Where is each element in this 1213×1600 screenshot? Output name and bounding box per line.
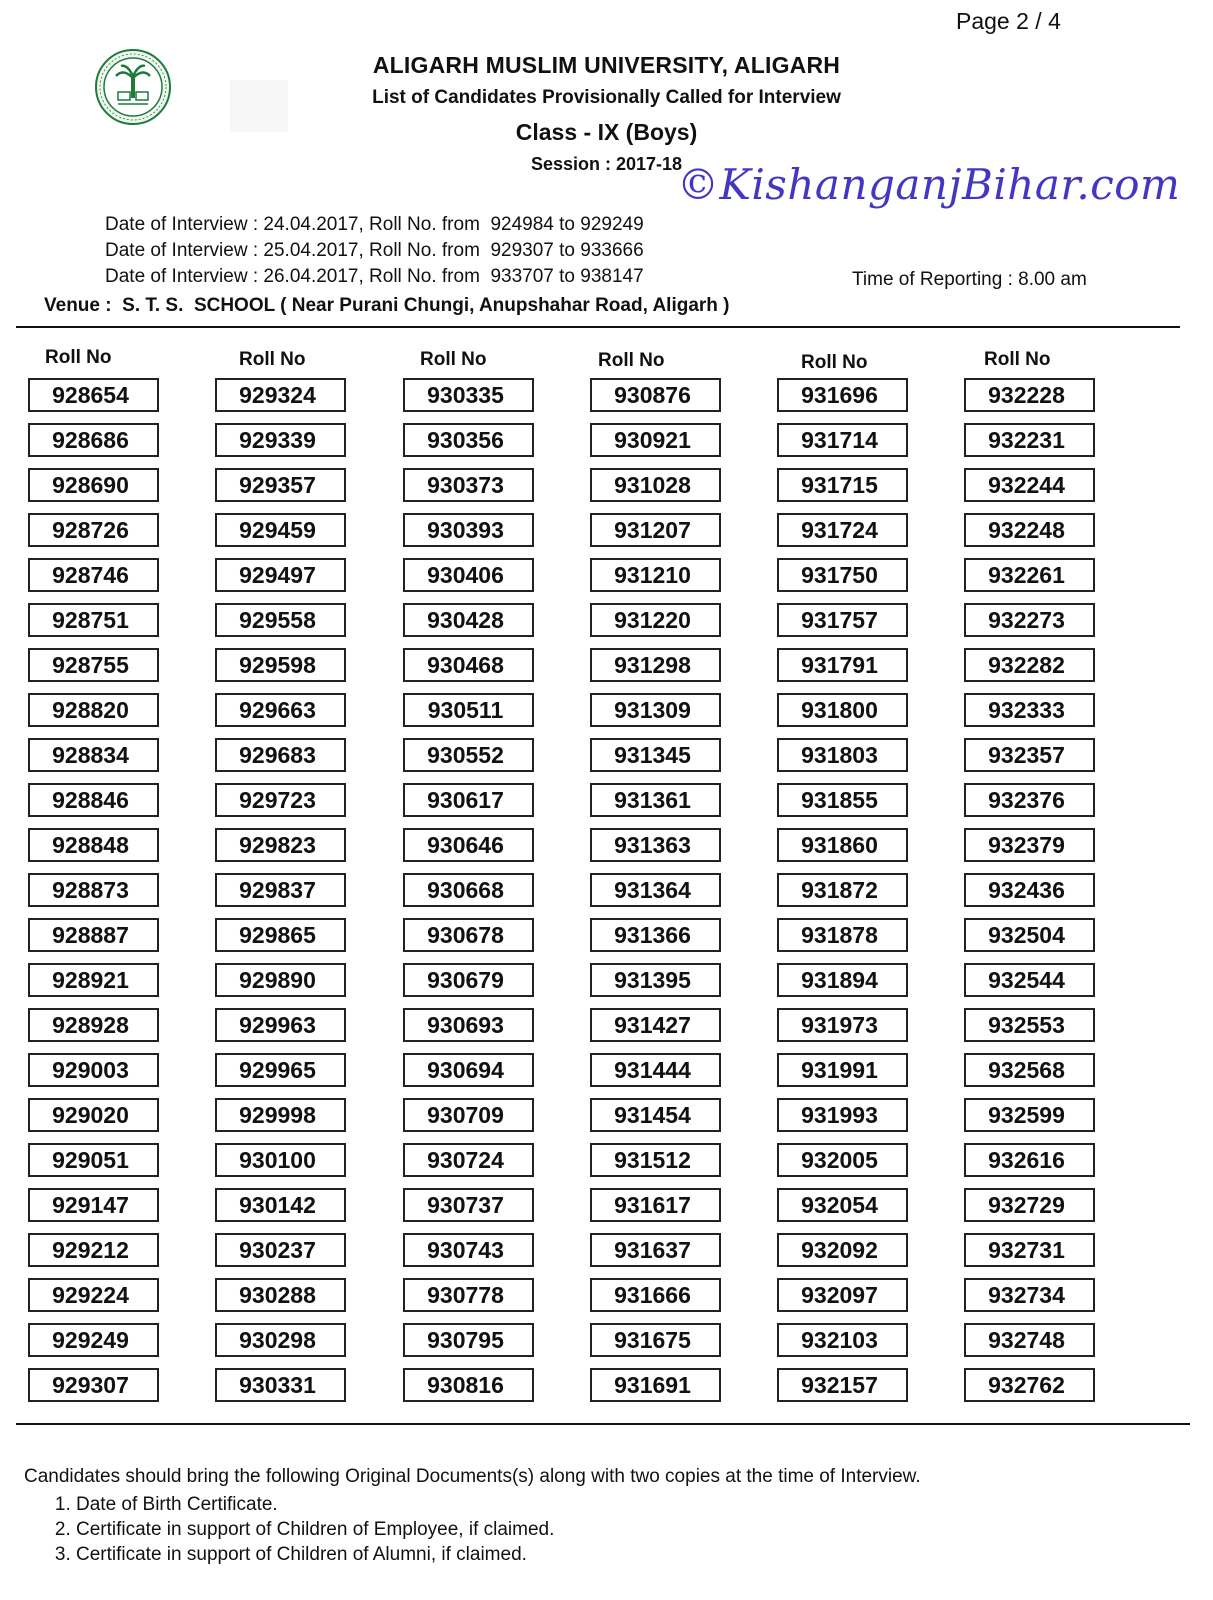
roll-number-cell: 932261: [964, 558, 1095, 592]
roll-number-cell: 929497: [215, 558, 346, 592]
roll-number-cell: 931028: [590, 468, 721, 502]
roll-number-cell: 929003: [28, 1053, 159, 1087]
roll-number-cell: 928846: [28, 783, 159, 817]
roll-number-cell: 929020: [28, 1098, 159, 1132]
roll-number-cell: 929890: [215, 963, 346, 997]
roll-number-cell: 931220: [590, 603, 721, 637]
roll-number-cell: 929865: [215, 918, 346, 952]
roll-number-cell: 931800: [777, 693, 908, 727]
roll-number-cell: 931791: [777, 648, 908, 682]
roll-column: [964, 346, 1095, 1413]
roll-number-cell: 929723: [215, 783, 346, 817]
roll-no-header: Roll No: [45, 347, 112, 368]
roll-number-cell: 932228: [964, 378, 1095, 412]
roll-number-cell: 928928: [28, 1008, 159, 1042]
roll-number-cell: 928686: [28, 423, 159, 457]
roll-number-cell: 930468: [403, 648, 534, 682]
interview-date-line: Date of Interview : 26.04.2017, Roll No. from 933707 to 938147: [105, 266, 644, 287]
roll-number-cell: 929249: [28, 1323, 159, 1357]
roll-number-cell: 929324: [215, 378, 346, 412]
document-item: 1. Date of Birth Certificate.: [76, 1492, 921, 1517]
venue-text: S. T. S. SCHOOL ( Near Purani Chungi, Anupshahar Road, Aligarh ): [122, 295, 730, 316]
roll-number-cell: 930709: [403, 1098, 534, 1132]
roll-number-cell: 930356: [403, 423, 534, 457]
document-list: [24, 1492, 921, 1567]
roll-number-cell: 932544: [964, 963, 1095, 997]
roll-number-cell: 929051: [28, 1143, 159, 1177]
roll-number-cell: 930693: [403, 1008, 534, 1042]
session-label: Session : 2017-18: [530, 154, 683, 174]
roll-number-cell: 931878: [777, 918, 908, 952]
venue-line: [44, 295, 730, 317]
roll-number-cell: 928746: [28, 558, 159, 592]
roll-number-cell: 931512: [590, 1143, 721, 1177]
roll-number-cell: 932333: [964, 693, 1095, 727]
roll-number-cell: 928755: [28, 648, 159, 682]
roll-number-cell: 932244: [964, 468, 1095, 502]
roll-number-cell: 928726: [28, 513, 159, 547]
roll-number-cell: 930795: [403, 1323, 534, 1357]
roll-number-cell: 931298: [590, 648, 721, 682]
roll-number-cell: 932248: [964, 513, 1095, 547]
roll-number-cell: 928921: [28, 963, 159, 997]
roll-number-cell: 929965: [215, 1053, 346, 1087]
roll-number-cell: 931894: [777, 963, 908, 997]
roll-number-cell: 931210: [590, 558, 721, 592]
roll-number-cell: 929598: [215, 648, 346, 682]
roll-number-cell: 932616: [964, 1143, 1095, 1177]
roll-no-header: Roll No: [239, 349, 306, 370]
roll-number-cell: 932103: [777, 1323, 908, 1357]
venue-label: Venue :: [44, 295, 112, 316]
roll-number-cell: 930678: [403, 918, 534, 952]
roll-number-cell: 932504: [964, 918, 1095, 952]
roll-number-cell: 930668: [403, 873, 534, 907]
roll-number-cell: 931991: [777, 1053, 908, 1087]
roll-number-cell: 932376: [964, 783, 1095, 817]
roll-number-cell: 932157: [777, 1368, 908, 1402]
document-item: 2. Certificate in support of Children of Employee, if claimed.: [76, 1517, 921, 1542]
roll-number-cell: 929307: [28, 1368, 159, 1402]
document-item: 3. Certificate in support of Children of Alumni, if claimed.: [76, 1542, 921, 1567]
roll-no-header: Roll No: [598, 350, 665, 371]
roll-number-cell: 931714: [777, 423, 908, 457]
roll-number-cell: 929224: [28, 1278, 159, 1312]
roll-number-cell: 930393: [403, 513, 534, 547]
roll-number-cell: 930617: [403, 783, 534, 817]
roll-number-cell: 929837: [215, 873, 346, 907]
roll-number-cell: 928751: [28, 603, 159, 637]
roll-number-cell: 930743: [403, 1233, 534, 1267]
roll-number-cell: 932231: [964, 423, 1095, 457]
instruction-text: Candidates should bring the following Original Documents(s) along with two copies at the time of Interview.: [24, 1466, 921, 1487]
roll-number-cell: 929339: [215, 423, 346, 457]
roll-number-cell: 930694: [403, 1053, 534, 1087]
roll-number-cell: 929212: [28, 1233, 159, 1267]
roll-number-cell: 931444: [590, 1053, 721, 1087]
roll-number-cell: 930737: [403, 1188, 534, 1222]
roll-number-cell: 930778: [403, 1278, 534, 1312]
class-title: Class - IX (Boys): [515, 119, 698, 145]
roll-number-cell: 930511: [403, 693, 534, 727]
roll-column: [403, 346, 534, 1413]
roll-number-cell: 930298: [215, 1323, 346, 1357]
document-instructions: [24, 1466, 921, 1567]
roll-number-cell: 932282: [964, 648, 1095, 682]
roll-number-cell: 928690: [28, 468, 159, 502]
roll-number-cell: 931993: [777, 1098, 908, 1132]
reporting-time: Time of Reporting : 8.00 am: [852, 269, 1087, 290]
roll-number-cell: 931395: [590, 963, 721, 997]
roll-number-cell: 932357: [964, 738, 1095, 772]
watermark-text: ©KishanganjBihar.com: [677, 160, 1181, 209]
roll-number-cell: 931750: [777, 558, 908, 592]
roll-number-cell: 928873: [28, 873, 159, 907]
roll-number-cell: 930331: [215, 1368, 346, 1402]
roll-number-cell: 930816: [403, 1368, 534, 1402]
roll-number-cell: 929998: [215, 1098, 346, 1132]
roll-number-cell: 930921: [590, 423, 721, 457]
roll-no-header: Roll No: [420, 349, 487, 370]
roll-number-cell: 932734: [964, 1278, 1095, 1312]
roll-number-cell: 932092: [777, 1233, 908, 1267]
roll-number-cell: 931309: [590, 693, 721, 727]
roll-number-cell: 929357: [215, 468, 346, 502]
roll-number-cell: 931675: [590, 1323, 721, 1357]
roll-number-cell: 929963: [215, 1008, 346, 1042]
roll-number-cell: 930373: [403, 468, 534, 502]
interview-date-line: Date of Interview : 25.04.2017, Roll No. from 929307 to 933666: [105, 240, 644, 261]
roll-number-cell: 931207: [590, 513, 721, 547]
roll-number-cell: 930406: [403, 558, 534, 592]
roll-number-cell: 929823: [215, 828, 346, 862]
roll-number-cell: 929683: [215, 738, 346, 772]
roll-number-cell: 928820: [28, 693, 159, 727]
roll-number-cell: 931872: [777, 873, 908, 907]
roll-number-cell: 930237: [215, 1233, 346, 1267]
roll-number-cell: 929147: [28, 1188, 159, 1222]
roll-number-cell: 929558: [215, 603, 346, 637]
roll-number-cell: 931345: [590, 738, 721, 772]
interview-date-line: Date of Interview : 24.04.2017, Roll No. from 924984 to 929249: [105, 214, 644, 235]
roll-number-cell: 931696: [777, 378, 908, 412]
roll-number-cell: 928848: [28, 828, 159, 862]
roll-number-cell: 931363: [590, 828, 721, 862]
roll-number-cell: 930646: [403, 828, 534, 862]
roll-number-cell: 931757: [777, 603, 908, 637]
roll-number-cell: 930142: [215, 1188, 346, 1222]
roll-number-cell: 931361: [590, 783, 721, 817]
roll-column: [590, 346, 721, 1413]
roll-number-cell: 931366: [590, 918, 721, 952]
roll-number-cell: 931637: [590, 1233, 721, 1267]
roll-number-cell: 930876: [590, 378, 721, 412]
roll-column: [777, 346, 908, 1413]
roll-number-cell: 930428: [403, 603, 534, 637]
roll-column: [28, 346, 159, 1413]
page-number: Page 2 / 4: [956, 8, 1061, 34]
roll-number-cell: 931691: [590, 1368, 721, 1402]
roll-number-cell: 932748: [964, 1323, 1095, 1357]
roll-number-cell: 932054: [777, 1188, 908, 1222]
roll-number-cell: 931427: [590, 1008, 721, 1042]
list-title: List of Candidates Provisionally Called for Interview: [372, 87, 841, 108]
roll-no-header: Roll No: [984, 349, 1051, 370]
roll-column: [215, 346, 346, 1413]
roll-number-cell: 929459: [215, 513, 346, 547]
roll-number-cell: 932731: [964, 1233, 1095, 1267]
roll-number-cell: 931860: [777, 828, 908, 862]
roll-number-cell: 932729: [964, 1188, 1095, 1222]
roll-number-cell: 932599: [964, 1098, 1095, 1132]
roll-no-header: Roll No: [801, 352, 868, 373]
header-divider: [16, 326, 1180, 328]
roll-number-cell: 931803: [777, 738, 908, 772]
roll-number-cell: 932273: [964, 603, 1095, 637]
roll-number-cell: 931666: [590, 1278, 721, 1312]
roll-number-cell: 932553: [964, 1008, 1095, 1042]
roll-number-cell: 931855: [777, 783, 908, 817]
roll-number-cell: 931973: [777, 1008, 908, 1042]
roll-number-cell: 928834: [28, 738, 159, 772]
roll-number-cell: 932005: [777, 1143, 908, 1177]
roll-number-cell: 928654: [28, 378, 159, 412]
roll-number-cell: 929663: [215, 693, 346, 727]
university-name: ALIGARH MUSLIM UNIVERSITY, ALIGARH: [372, 52, 841, 78]
roll-number-cell: 930724: [403, 1143, 534, 1177]
roll-number-cell: 932097: [777, 1278, 908, 1312]
roll-number-cell: 932436: [964, 873, 1095, 907]
roll-number-cell: 932762: [964, 1368, 1095, 1402]
roll-number-cell: 931617: [590, 1188, 721, 1222]
roll-number-cell: 930288: [215, 1278, 346, 1312]
roll-number-cell: 931454: [590, 1098, 721, 1132]
roll-number-cell: 930552: [403, 738, 534, 772]
roll-number-cell: 931364: [590, 873, 721, 907]
roll-number-cell: 930679: [403, 963, 534, 997]
roll-number-cell: 930100: [215, 1143, 346, 1177]
roll-number-cell: 928887: [28, 918, 159, 952]
footer-divider: [16, 1423, 1190, 1425]
roll-number-cell: 930335: [403, 378, 534, 412]
roll-number-cell: 932379: [964, 828, 1095, 862]
roll-number-cell: 932568: [964, 1053, 1095, 1087]
roll-number-cell: 931715: [777, 468, 908, 502]
roll-number-cell: 931724: [777, 513, 908, 547]
